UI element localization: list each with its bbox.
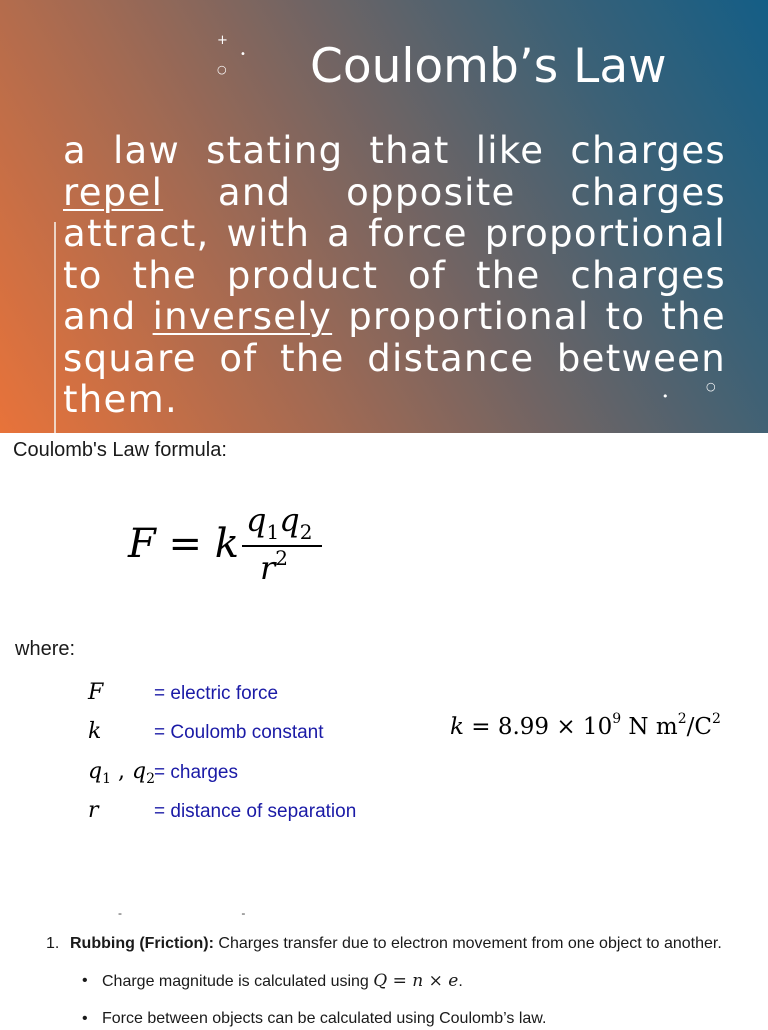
subscript-2: 2 — [146, 771, 156, 787]
units-exponent: 2 — [677, 711, 687, 727]
variable-symbol: k — [88, 719, 102, 744]
power-exponent: 9 — [612, 711, 622, 727]
fraction-numerator — [246, 501, 313, 544]
variable-definition: = distance of separation — [154, 801, 357, 822]
variable-symbol: r — [88, 798, 99, 823]
title-banner — [0, 0, 768, 433]
definition-text: a law stating that like charges — [63, 129, 726, 172]
q-symbol: q — [246, 501, 267, 539]
charge-formula: Q = n × e — [373, 971, 459, 991]
variable-definition: = electric force — [154, 683, 279, 704]
law-definition — [63, 130, 726, 421]
k-symbol: k — [450, 714, 464, 740]
bullet-text: Charge magnitude is calculated using — [102, 973, 374, 990]
constant-units: N m — [621, 714, 678, 740]
slide-title: Coulomb’s Law — [310, 39, 667, 94]
method-name: Rubbing (Friction): — [70, 935, 214, 952]
formula-heading: Coulomb's Law formula: — [13, 439, 227, 461]
dot-decoration: • — [662, 390, 669, 403]
method-description: Charges transfer due to electron movement from one object to another. — [213, 935, 722, 952]
variable-definition: = Coulomb constant — [154, 722, 324, 743]
bullet-text: Force between objects can be calculated using Coulomb’s law. — [102, 1010, 547, 1027]
circle-decoration: ○ — [217, 63, 227, 76]
units-tail-exponent: 2 — [711, 711, 721, 727]
inversely-link[interactable]: inversely — [152, 295, 333, 338]
bullet-text-end: . — [458, 973, 463, 990]
exponent-2: 2 — [275, 546, 289, 570]
q-symbol: q — [132, 759, 147, 784]
vertical-divider — [54, 222, 56, 433]
r-symbol: r — [260, 549, 276, 587]
formula-lhs: F = k — [128, 521, 239, 567]
partial-marks: - - — [118, 906, 304, 920]
variable-symbol: F — [88, 680, 104, 705]
subscript-2: 2 — [299, 520, 313, 544]
charging-methods-list — [46, 933, 761, 1030]
list-item — [46, 933, 761, 1030]
definition-text: proportional to the square of the distance between them. — [63, 295, 726, 421]
repel-link[interactable]: repel — [63, 170, 164, 214]
definition-text: and opposite charges attract, with a force proportional to the product of the charges and — [63, 170, 726, 338]
plus-decoration: + — [217, 33, 228, 48]
bullet-item — [70, 1008, 761, 1030]
where-label: where: — [15, 638, 76, 660]
variable-symbol — [88, 759, 156, 787]
coulomb-constant-value — [450, 711, 721, 740]
item-number: 1. — [46, 935, 60, 952]
constant-units-tail: /C — [686, 714, 712, 740]
subscript-1: 1 — [102, 771, 112, 787]
bullet-item — [70, 970, 761, 993]
variable-definition: = charges — [154, 762, 238, 783]
bullet-list — [70, 970, 761, 1030]
fraction-denominator — [260, 546, 289, 587]
q-symbol: q — [88, 759, 103, 784]
separator: , — [111, 759, 132, 784]
dot-decoration: • — [240, 49, 246, 60]
circle-decoration: ○ — [706, 380, 716, 393]
subscript-1: 1 — [266, 520, 280, 544]
constant-value: = 8.99 × 10 — [463, 714, 613, 740]
q-symbol: q — [279, 501, 300, 539]
